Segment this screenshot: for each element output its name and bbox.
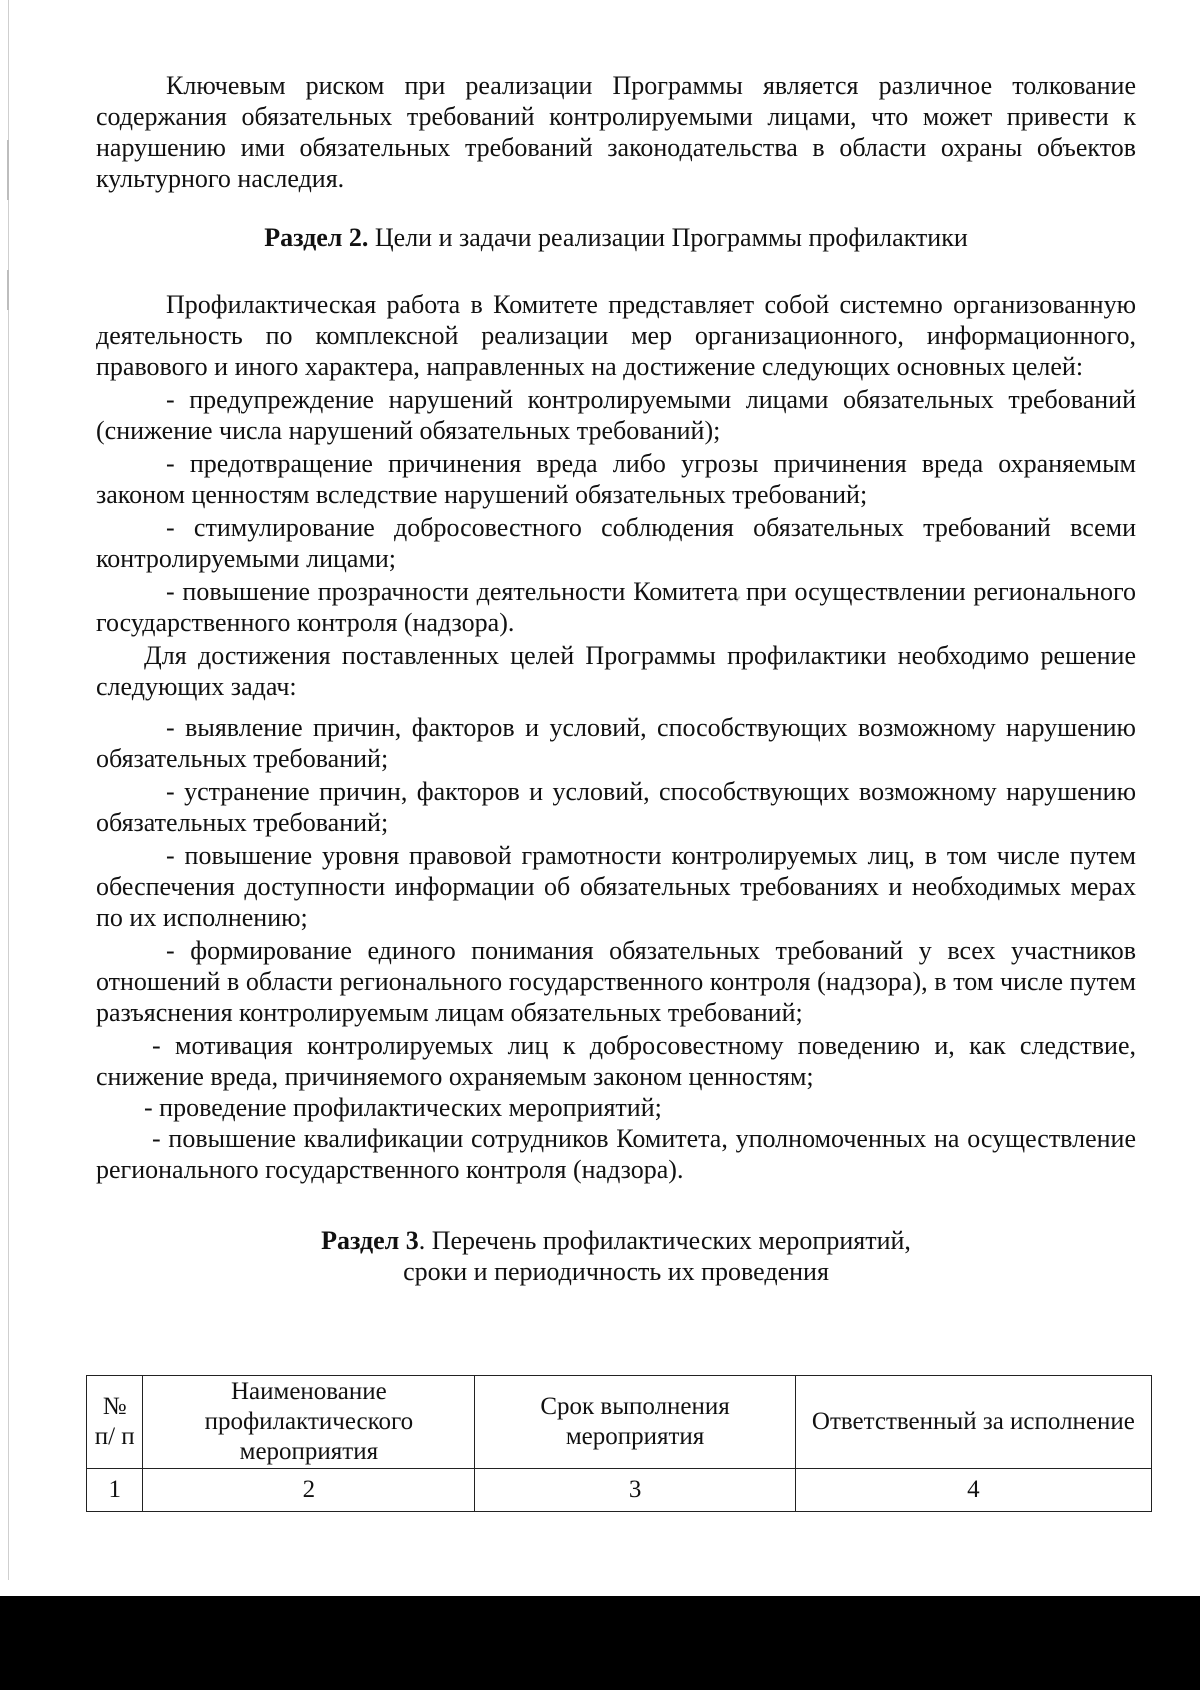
section-3-label: Раздел 3 — [321, 1226, 419, 1255]
goals-intro-paragraph: Профилактическая работа в Комитете представляет собой системно организованную деятельность по комплексной реализации мер организационного, информационного, правового и иного характера, направленных на достижение следующих основных целей: — [96, 290, 1136, 381]
section-2-title: Цели и задачи реализации Программы профилактики — [368, 223, 968, 252]
measures-table-wrapper — [86, 1375, 1152, 1512]
goal-item: - повышение прозрачности деятельности Комитета при осуществлении регионального государственного контроля (надзора). — [96, 577, 1136, 637]
goal-item: - предотвращение причинения вреда либо угрозы причинения вреда охраняемым законом ценностям вследствие нарушений обязательных требований; — [96, 449, 1136, 509]
task-item: - повышение квалификации сотрудников Комитета, уполномоченных на осуществление регионального государственного контроля (надзора). — [96, 1124, 1136, 1184]
table-header-cell: № п/ п — [87, 1376, 143, 1469]
section-3-heading — [96, 1225, 1136, 1256]
section-2-label: Раздел 2. — [264, 223, 369, 252]
intro-paragraph: Ключевым риском при реализации Программы является различное толкование содержания обязательных требований контролируемыми лицами, что может привести к нарушению ими обязательных требований законодательства в области охраны объектов культурного наследия. — [96, 71, 1136, 193]
task-item: - устранение причин, факторов и условий, способствующих возможному нарушению обязательных требований; — [96, 777, 1136, 837]
table-header-cell: Срок выполнения мероприятия — [475, 1376, 795, 1469]
measures-table — [86, 1375, 1152, 1512]
tasks-intro-paragraph: Для достижения поставленных целей Программы профилактики необходимо решение следующих задач: — [96, 641, 1136, 701]
task-item: - мотивация контролируемых лиц к добросовестному поведению и, как следствие, снижение вреда, причиняемого охраняемым законом ценностям; — [96, 1031, 1136, 1091]
task-item: - повышение уровня правовой грамотности контролируемых лиц, в том числе путем обеспечения доступности информации об обязательных требованиях и необходимых мерах по их исполнению; — [96, 841, 1136, 932]
scan-left-edge — [8, 0, 9, 1580]
scan-bottom-border — [0, 1596, 1200, 1690]
table-header-cell: Наименование профилактического мероприятия — [143, 1376, 475, 1469]
section-2-heading — [96, 222, 1136, 253]
goal-item: - стимулирование добросовестного соблюдения обязательных требований всеми контролируемыми лицами; — [96, 513, 1136, 573]
table-cell: 2 — [143, 1469, 475, 1512]
scan-edge-mark — [7, 270, 9, 310]
scan-edge-mark — [7, 140, 9, 200]
goal-item: - предупреждение нарушений контролируемыми лицами обязательных требований (снижение числа нарушений обязательных требований); — [96, 385, 1136, 445]
section-3-title-line-1: . Перечень профилактических мероприятий, — [418, 1226, 911, 1255]
table-cell: 3 — [475, 1469, 795, 1512]
document-body — [96, 70, 1136, 1287]
table-cell: 4 — [795, 1469, 1151, 1512]
table-header-cell: Ответственный за исполнение — [795, 1376, 1151, 1469]
table-numbering-row — [87, 1469, 1152, 1512]
task-item: - выявление причин, факторов и условий, способствующих возможному нарушению обязательных требований; — [96, 713, 1136, 773]
section-3-title-line-2: сроки и периодичность их проведения — [403, 1257, 829, 1286]
task-item: - формирование единого понимания обязательных требований у всех участников отношений в области регионального государственного контроля (надзора), в том числе путем разъяснения контролируемым лицам обязательных требований; — [96, 936, 1136, 1027]
task-item: - проведение профилактических мероприятий; — [144, 1093, 662, 1122]
table-cell: 1 — [87, 1469, 143, 1512]
table-header-row — [87, 1376, 1152, 1469]
